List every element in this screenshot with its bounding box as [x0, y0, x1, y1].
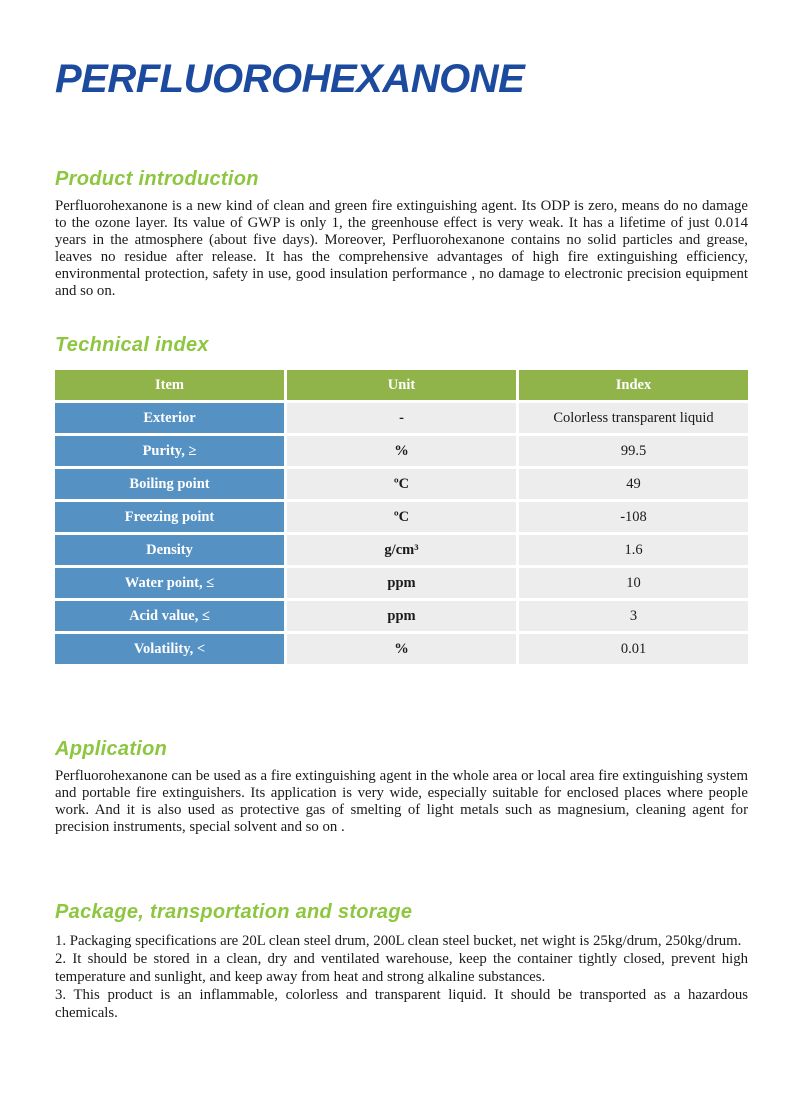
index-cell: 99.5: [519, 436, 748, 466]
package-list-item: 3. This product is an inflammable, colorless and transparent liquid. It should be transported as a hazardous chemicals.: [55, 987, 748, 1021]
document-page: [0, 57, 800, 1114]
table-header-row: [55, 370, 748, 400]
column-header-unit: Unit: [287, 370, 516, 400]
item-cell: Density: [55, 535, 284, 565]
package-list-item: 1. Packaging specifications are 20L clean steel drum, 200L clean steel bucket, net wight is 25kg/drum, 250kg/drum.: [55, 933, 742, 949]
item-cell: Exterior: [55, 403, 284, 433]
item-cell: Purity, ≥: [55, 436, 284, 466]
item-cell: Freezing point: [55, 502, 284, 532]
section-technical-index: [55, 333, 748, 667]
table-row: [55, 568, 748, 598]
package-list: [55, 932, 748, 1022]
item-cell: Volatility, <: [55, 634, 284, 664]
section-heading-technical-index: Technical index: [55, 334, 209, 356]
table-row: [55, 601, 748, 631]
index-cell: 49: [519, 469, 748, 499]
index-cell: 3: [519, 601, 748, 631]
package-list-item: 2. It should be stored in a clean, dry and ventilated warehouse, keep the container tightly closed, prevent high temperature and sunlight, and keep away from heat and strong alkaline substances.: [55, 951, 748, 985]
unit-cell: %: [287, 436, 516, 466]
table-row: [55, 403, 748, 433]
item-cell: Acid value, ≤: [55, 601, 284, 631]
section-heading-product-introduction: Product introduction: [55, 168, 259, 190]
product-introduction-paragraph: Perfluorohexanone is a new kind of clean and green fire extinguishing agent. Its ODP is zero, means do no damage to the ozone layer. Its value of GWP is only 1, the greenhouse effect is very weak. It has a lifetime of just 0.014 years in the atmosphere (about five days). Moreover, Perfluorohexanone contains no solid particles and grease, leaves no residue after release. It has the comprehensive advantages of high fire extinguishing efficiency, environmental protection, safety in use, good insulation performance , no damage to electronic precision equipment and so on.: [55, 198, 748, 299]
unit-cell: -: [287, 403, 516, 433]
section-application: [55, 737, 748, 836]
index-cell: 10: [519, 568, 748, 598]
page-title: PERFLUOROHEXANONE: [55, 57, 525, 101]
technical-index-table: [52, 367, 751, 667]
unit-cell: ºC: [287, 469, 516, 499]
unit-cell: ppm: [287, 568, 516, 598]
table-row: [55, 535, 748, 565]
index-cell: Colorless transparent liquid: [519, 403, 748, 433]
section-product-introduction: [55, 167, 748, 300]
section-package-transportation-storage: [55, 900, 748, 1022]
table-row: [55, 502, 748, 532]
item-cell: Boiling point: [55, 469, 284, 499]
item-cell: Water point, ≤: [55, 568, 284, 598]
section-heading-application: Application: [55, 738, 168, 760]
index-cell: 1.6: [519, 535, 748, 565]
index-cell: -108: [519, 502, 748, 532]
column-header-index: Index: [519, 370, 748, 400]
unit-cell: ºC: [287, 502, 516, 532]
unit-cell: %: [287, 634, 516, 664]
unit-cell: ppm: [287, 601, 516, 631]
table-row: [55, 469, 748, 499]
application-paragraph: Perfluorohexanone can be used as a fire extinguishing agent in the whole area or local area fire extinguishing system and portable fire extinguishers. Its application is very wide, especially suitable for enclosed places where people work. And it is also used as protective gas of smelting of light metals such as magnesium, cleaning agent for precision instruments, special solvent and so on .: [55, 768, 748, 835]
table-row: [55, 436, 748, 466]
section-heading-package: Package, transportation and storage: [55, 901, 413, 923]
column-header-item: Item: [55, 370, 284, 400]
table-row: [55, 370, 748, 400]
index-cell: 0.01: [519, 634, 748, 664]
table-row: [55, 634, 748, 664]
unit-cell: g/cm³: [287, 535, 516, 565]
